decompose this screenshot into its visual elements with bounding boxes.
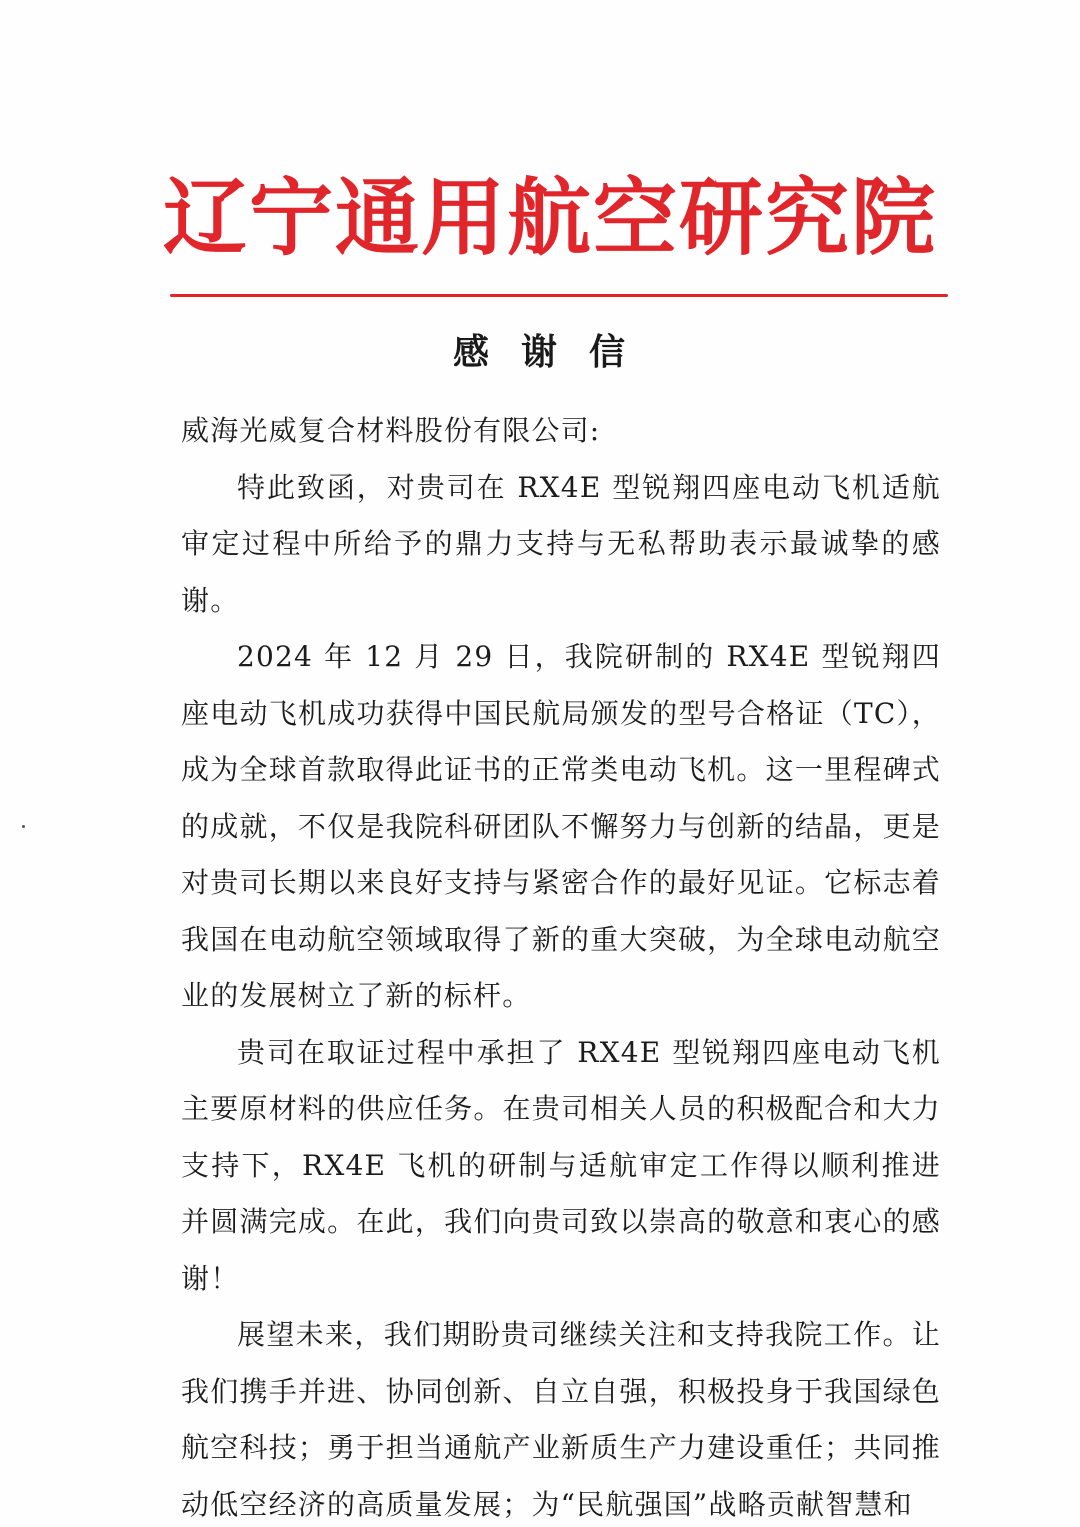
letter-body xyxy=(181,403,941,1527)
paragraph-1: 特此致函，对贵司在 RX4E 型锐翔四座电动飞机适航审定过程中所给予的鼎力支持与无私帮助表示最诚挚的感谢。 xyxy=(181,470,941,617)
scan-speck xyxy=(22,825,25,828)
paragraph-3: 贵司在取证过程中承担了 RX4E 型锐翔四座电动飞机主要原材料的供应任务。在贵司相关人员的积极配合和大力支持下，RX4E 飞机的研制与适航审定工作得以顺利推进并圆满完成。在此，我们向贵司致以崇高的敬意和衷心的感谢！ xyxy=(181,1035,941,1295)
letterhead-org-name: 辽宁通用航空研究院 xyxy=(162,169,937,267)
document-title: 感谢信 xyxy=(452,332,657,373)
letterhead-red-rule xyxy=(170,294,948,297)
paragraph-2: 2024 年 12 月 29 日，我院研制的 RX4E 型锐翔四座电动飞机成功获得中国民航局颁发的型号合格证（TC），成为全球首款取得此证书的正常类电动飞机。这一里程碑式的成就，不仅是我院科研团队不懈努力与创新的结晶，更是对贵司长期以来良好支持与紧密合作的最好见证。它标志着我国在电动航空领域取得了新的重大突破，为全球电动航空业的发展树立了新的标杆。 xyxy=(181,640,941,1012)
paragraph-4: 展望未来，我们期盼贵司继续关注和支持我院工作。让我们携手并进、协同创新、自立自强，积极投身于我国绿色航空科技；勇于担当通航产业新质生产力建设重任；共同推动低空经济的高质量发展；为“民航强国”战略贡献智慧和 xyxy=(181,1318,941,1521)
salutation: 威海光威复合材料股份有限公司: xyxy=(181,414,601,447)
